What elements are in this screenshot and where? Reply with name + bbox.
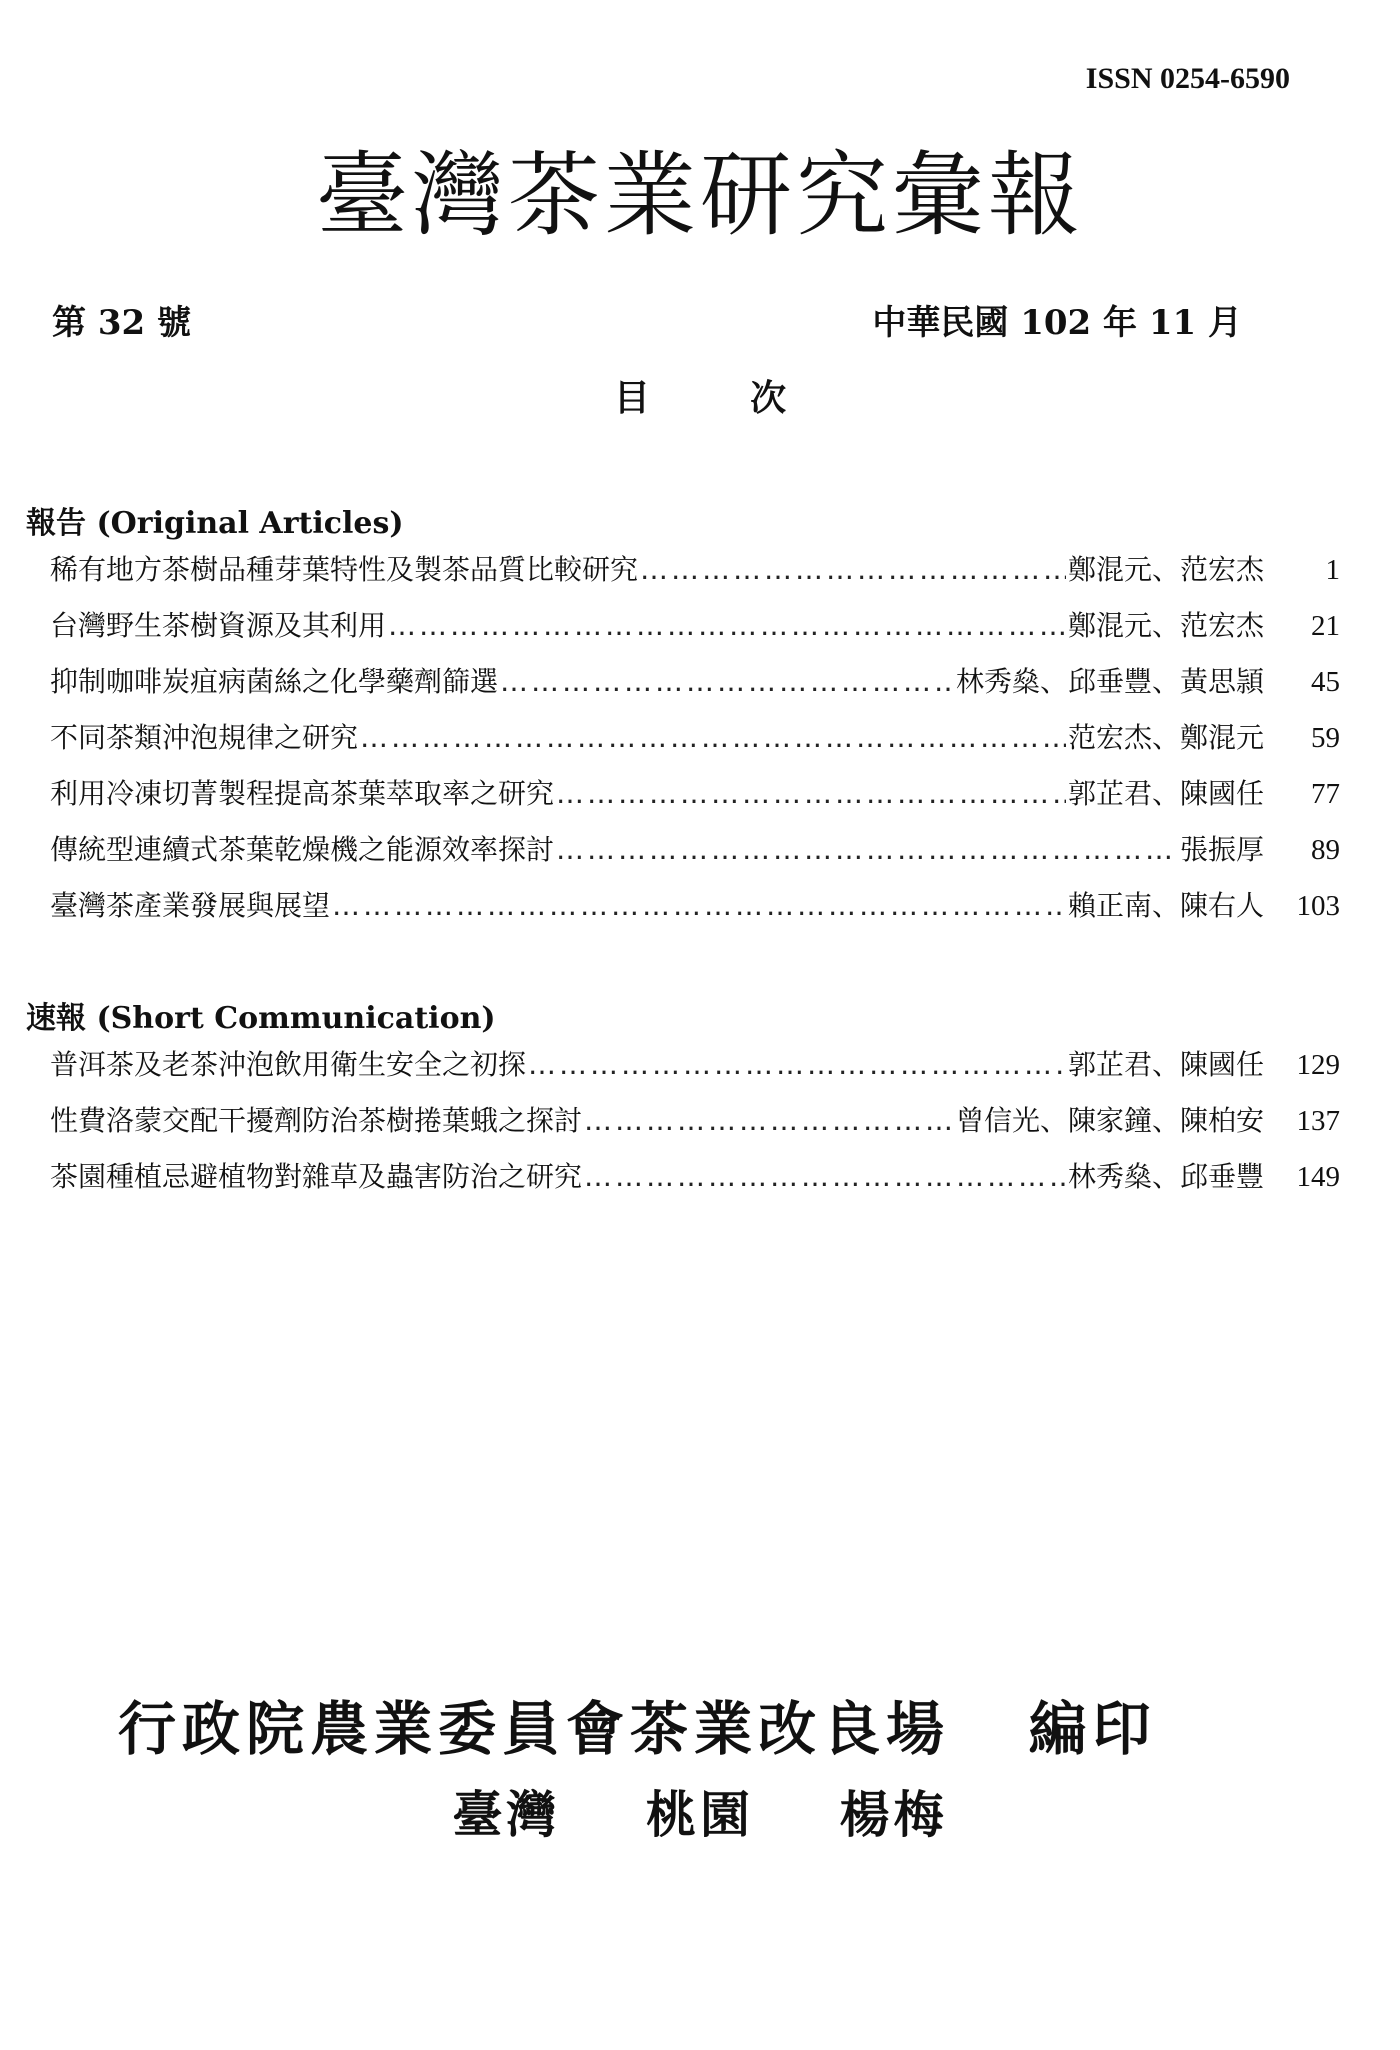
toc-entry-page: 129	[1296, 1049, 1340, 1081]
toc-entry-page: 59	[1311, 722, 1340, 754]
journal-title: 臺灣茶業研究彙報	[315, 142, 1084, 249]
toc-entry-title: 利用冷凍切菁製程提高茶葉萃取率之研究	[50, 777, 555, 810]
toc-entry-title: 不同茶類沖泡規律之研究	[50, 721, 359, 754]
toc-entry-authors: 曾信光、陳家鐘、陳柏安	[955, 1104, 1264, 1137]
toc-list-original-articles	[50, 548, 1340, 940]
toc-entry-page: 89	[1311, 834, 1340, 866]
toc-entry-authors: 郭芷君、陳國任	[1067, 777, 1264, 810]
toc-entry-authors: 賴正南、陳右人	[1067, 889, 1264, 922]
dot-leader	[556, 833, 1178, 866]
toc-entry[interactable]	[50, 660, 1340, 716]
section-label-original-articles: 報告 (Original Articles)	[26, 506, 404, 541]
dot-leader	[332, 889, 1066, 922]
toc-entry-page: 21	[1311, 610, 1340, 642]
toc-entry[interactable]	[50, 1043, 1340, 1099]
toc-heading: 目 次	[613, 377, 787, 419]
toc-entry-page: 77	[1311, 778, 1340, 810]
toc-entry-page: 149	[1296, 1161, 1340, 1193]
section-label-short-communication: 速報 (Short Communication)	[26, 1001, 496, 1036]
toc-entry[interactable]	[50, 884, 1340, 940]
toc-entry-authors: 張振厚	[1179, 833, 1264, 866]
toc-entry-title: 傳統型連續式茶葉乾燥機之能源效率探討	[50, 833, 555, 866]
toc-entry-title: 普洱茶及老茶沖泡飲用衛生安全之初探	[50, 1048, 527, 1081]
toc-entry-authors: 范宏杰、鄭混元	[1067, 721, 1264, 754]
dot-leader	[528, 1048, 1066, 1081]
toc-entry-authors: 郭芷君、陳國任	[1067, 1048, 1264, 1081]
toc-entry-page: 45	[1311, 666, 1340, 698]
toc-entry-title: 稀有地方茶樹品種芽葉特性及製茶品質比較研究	[50, 553, 639, 586]
toc-entry-page: 1	[1325, 554, 1340, 586]
toc-entry-authors: 林秀燊、邱垂豐	[1067, 1160, 1264, 1193]
toc-entry[interactable]	[50, 604, 1340, 660]
toc-entry-page: 103	[1296, 890, 1340, 922]
publisher-location: 臺灣 桃園 楊梅	[452, 1785, 948, 1844]
toc-entry[interactable]	[50, 1099, 1340, 1155]
toc-entry-title: 茶園種植忌避植物對雜草及蟲害防治之研究	[50, 1160, 583, 1193]
toc-entry[interactable]	[50, 1155, 1340, 1211]
toc-entry-authors: 林秀燊、邱垂豐、黃思頴	[955, 665, 1264, 698]
issue-date: 中華民國 102 年 11 月	[872, 303, 1242, 343]
dot-leader	[556, 777, 1066, 810]
toc-entry[interactable]	[50, 772, 1340, 828]
toc-entry-page: 137	[1296, 1105, 1340, 1137]
toc-entry-authors: 鄭混元、范宏杰	[1067, 609, 1264, 642]
dot-leader	[500, 665, 954, 698]
toc-entry-title: 性費洛蒙交配干擾劑防治茶樹捲葉蛾之探討	[50, 1104, 583, 1137]
toc-entry-title: 台灣野生茶樹資源及其利用	[50, 609, 387, 642]
toc-entry-title: 臺灣茶產業發展與展望	[50, 889, 331, 922]
issn-number: ISSN 0254-6590	[1085, 62, 1290, 95]
toc-entry[interactable]	[50, 716, 1340, 772]
dot-leader	[584, 1104, 954, 1137]
dot-leader	[584, 1160, 1066, 1193]
publisher: 行政院農業委員會茶業改良場 編印	[118, 1695, 1157, 1763]
toc-list-short-communication	[50, 1043, 1340, 1211]
dot-leader	[360, 721, 1066, 754]
toc-entry[interactable]	[50, 828, 1340, 884]
toc-entry-authors: 鄭混元、范宏杰	[1067, 553, 1264, 586]
toc-entry-title: 抑制咖啡炭疽病菌絲之化學藥劑篩選	[50, 665, 499, 698]
toc-entry[interactable]	[50, 548, 1340, 604]
dot-leader	[640, 553, 1066, 586]
dot-leader	[388, 609, 1066, 642]
issue-number: 第 32 號	[52, 303, 191, 343]
